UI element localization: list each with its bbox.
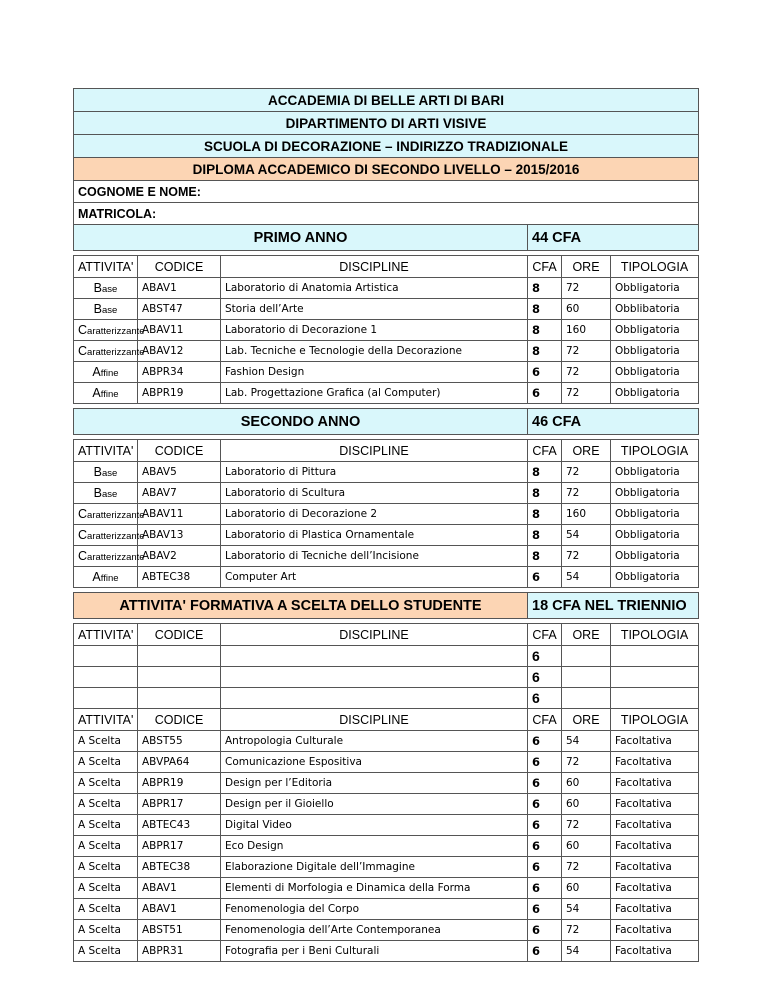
- course-hours: 72: [562, 546, 611, 567]
- department-title: DIPARTIMENTO DI ARTI VISIVE: [74, 112, 699, 135]
- elective-list-column-header: [74, 709, 699, 731]
- activity-type-rest: ffine: [100, 368, 119, 379]
- course-cfa: 6: [528, 878, 562, 899]
- activity-type-rest: aratterizzante: [87, 510, 145, 521]
- course-type: Obbligatoria: [611, 567, 699, 588]
- course-type: Facoltativa: [611, 941, 699, 962]
- table-row: [74, 320, 699, 341]
- course-type: Facoltativa: [611, 920, 699, 941]
- activity-type-rest: aratterizzante: [87, 326, 145, 337]
- course-name: Antropologia Culturale: [221, 731, 528, 752]
- col-tipologia: TIPOLOGIA: [611, 709, 699, 731]
- course-type: Obbligatoria: [611, 504, 699, 525]
- course-type: Obbligatoria: [611, 483, 699, 504]
- table-row: [74, 341, 699, 362]
- course-type: Facoltativa: [611, 794, 699, 815]
- table-row: [74, 567, 699, 588]
- slot-attivita[interactable]: [74, 667, 138, 688]
- course-hours: 72: [562, 920, 611, 941]
- col-codice: CODICE: [138, 624, 221, 646]
- course-type: Obbligatoria: [611, 546, 699, 567]
- activity-type: [74, 362, 138, 383]
- course-type: Obbligatoria: [611, 525, 699, 546]
- course-code: ABAV5: [138, 462, 221, 483]
- course-code: ABPR17: [138, 794, 221, 815]
- activity-type-initial: B: [93, 465, 102, 479]
- elective-slot-row: [74, 646, 699, 667]
- activity-type-initial: A: [92, 386, 101, 400]
- table-row: [74, 504, 699, 525]
- course-hours: 72: [562, 815, 611, 836]
- course-type: Facoltativa: [611, 773, 699, 794]
- activity-type: A Scelta: [74, 731, 138, 752]
- course-code: ABAV1: [138, 278, 221, 299]
- course-type: Obbligatoria: [611, 341, 699, 362]
- slot-cfa: 6: [528, 688, 562, 709]
- course-hours: 72: [562, 362, 611, 383]
- year1-rows: [74, 278, 699, 404]
- activity-type-initial: A: [92, 365, 101, 379]
- course-cfa: 6: [528, 383, 562, 404]
- slot-cfa: 6: [528, 667, 562, 688]
- course-cfa: 6: [528, 731, 562, 752]
- elective-rows: [74, 731, 699, 962]
- table-row: [74, 878, 699, 899]
- activity-type-rest: ase: [102, 489, 118, 500]
- activity-type: A Scelta: [74, 941, 138, 962]
- col-ore: ORE: [562, 440, 611, 462]
- course-cfa: 6: [528, 752, 562, 773]
- course-hours: 72: [562, 278, 611, 299]
- slot-ore[interactable]: [562, 667, 611, 688]
- course-cfa: 8: [528, 278, 562, 299]
- course-hours: 160: [562, 504, 611, 525]
- table-row: [74, 857, 699, 878]
- course-name: Elaborazione Digitale dell’Immagine: [221, 857, 528, 878]
- table-row: [74, 836, 699, 857]
- course-type: Facoltativa: [611, 815, 699, 836]
- course-name: Fotografia per i Beni Culturali: [221, 941, 528, 962]
- course-name: Laboratorio di Pittura: [221, 462, 528, 483]
- course-hours: 72: [562, 462, 611, 483]
- activity-type: [74, 483, 138, 504]
- course-hours: 54: [562, 941, 611, 962]
- study-plan-table: [73, 88, 699, 962]
- course-cfa: 8: [528, 299, 562, 320]
- table-row: [74, 794, 699, 815]
- academy-title: ACCADEMIA DI BELLE ARTI DI BARI: [74, 89, 699, 112]
- course-name: Fenomenologia dell’Arte Contemporanea: [221, 920, 528, 941]
- year1-cfa: 44 CFA: [528, 225, 699, 251]
- course-code: ABAV7: [138, 483, 221, 504]
- elective-slot-row: [74, 688, 699, 709]
- course-name: Laboratorio di Anatomia Artistica: [221, 278, 528, 299]
- course-name: Laboratorio di Decorazione 2: [221, 504, 528, 525]
- activity-type: [74, 278, 138, 299]
- activity-type-initial: C: [78, 507, 88, 521]
- activity-type: [74, 341, 145, 362]
- course-hours: 60: [562, 299, 611, 320]
- course-code: ABAV12: [138, 341, 221, 362]
- col-attivita: ATTIVITA': [74, 440, 138, 462]
- course-name: Lab. Tecniche e Tecnologie della Decorazione: [221, 341, 528, 362]
- col-codice: CODICE: [138, 440, 221, 462]
- elective-cfa: 18 CFA NEL TRIENNIO: [528, 593, 699, 619]
- activity-type: [74, 299, 138, 320]
- slot-ore[interactable]: [562, 688, 611, 709]
- elective-title: ATTIVITA' FORMATIVA A SCELTA DELLO STUDENTE: [74, 593, 528, 619]
- course-type: Facoltativa: [611, 899, 699, 920]
- course-name: Elementi di Morfologia e Dinamica della Forma: [221, 878, 528, 899]
- course-hours: 54: [562, 899, 611, 920]
- col-tipologia: TIPOLOGIA: [611, 256, 699, 278]
- table-row: [74, 383, 699, 404]
- table-row: [74, 752, 699, 773]
- course-type: Obbligatoria: [611, 320, 699, 341]
- slot-attivita[interactable]: [74, 646, 138, 667]
- course-hours: 60: [562, 878, 611, 899]
- table-row: [74, 483, 699, 504]
- course-hours: 72: [562, 341, 611, 362]
- course-code: ABPR19: [138, 773, 221, 794]
- course-hours: 72: [562, 857, 611, 878]
- course-name: Lab. Progettazione Grafica (al Computer): [221, 383, 528, 404]
- slot-disciplina[interactable]: [221, 667, 528, 688]
- table-row: [74, 525, 699, 546]
- course-name: Fenomenologia del Corpo: [221, 899, 528, 920]
- col-attivita: ATTIVITA': [74, 256, 138, 278]
- col-tipologia: TIPOLOGIA: [611, 440, 699, 462]
- slot-codice[interactable]: [138, 646, 221, 667]
- course-type: Obbligatoria: [611, 462, 699, 483]
- col-attivita: ATTIVITA': [74, 709, 138, 731]
- course-type: Obbligatoria: [611, 383, 699, 404]
- activity-type-initial: B: [93, 486, 102, 500]
- table-row: [74, 299, 699, 320]
- course-type: Facoltativa: [611, 752, 699, 773]
- col-codice: CODICE: [138, 256, 221, 278]
- slot-disciplina[interactable]: [221, 688, 528, 709]
- activity-type-initial: C: [78, 549, 88, 563]
- course-type: Obbligatoria: [611, 362, 699, 383]
- slot-tipologia[interactable]: [611, 646, 699, 667]
- course-code: ABST55: [138, 731, 221, 752]
- study-plan-sheet: [73, 88, 698, 962]
- course-code: ABPR34: [138, 362, 221, 383]
- course-cfa: 6: [528, 815, 562, 836]
- activity-type-rest: aratterizzante: [87, 552, 145, 563]
- activity-type-rest: ase: [102, 284, 118, 295]
- table-row: [74, 941, 699, 962]
- col-discipline: DISCIPLINE: [221, 440, 528, 462]
- course-cfa: 8: [528, 546, 562, 567]
- activity-type-rest: aratterizzante: [87, 531, 145, 542]
- course-hours: 60: [562, 794, 611, 815]
- activity-type: [74, 546, 145, 567]
- table-row: [74, 899, 699, 920]
- course-name: Laboratorio di Plastica Ornamentale: [221, 525, 528, 546]
- slot-codice[interactable]: [138, 688, 221, 709]
- course-cfa: 8: [528, 525, 562, 546]
- activity-type: [74, 567, 138, 588]
- slot-ore[interactable]: [562, 646, 611, 667]
- activity-type: [74, 383, 138, 404]
- course-code: ABST51: [138, 920, 221, 941]
- course-type: Facoltativa: [611, 878, 699, 899]
- course-cfa: 8: [528, 341, 562, 362]
- col-ore: ORE: [562, 709, 611, 731]
- course-cfa: 8: [528, 483, 562, 504]
- course-cfa: 6: [528, 857, 562, 878]
- course-cfa: 8: [528, 462, 562, 483]
- year1-column-header: [74, 256, 699, 278]
- activity-type: A Scelta: [74, 752, 138, 773]
- year1-title: PRIMO ANNO: [74, 225, 528, 251]
- col-cfa: CFA: [528, 440, 562, 462]
- col-codice: CODICE: [138, 709, 221, 731]
- name-field-label: COGNOME E NOME:: [74, 181, 699, 203]
- table-row: [74, 278, 699, 299]
- activity-type: [74, 462, 138, 483]
- activity-type: [74, 320, 145, 341]
- course-code: ABAV11: [138, 504, 221, 525]
- course-type: Obblibatoria: [611, 299, 699, 320]
- year2-rows: [74, 462, 699, 588]
- course-code: ABVPA64: [138, 752, 221, 773]
- course-name: Comunicazione Espositiva: [221, 752, 528, 773]
- course-name: Design per l’Editoria: [221, 773, 528, 794]
- year2-title: SECONDO ANNO: [74, 409, 528, 435]
- course-code: ABTEC38: [138, 857, 221, 878]
- table-row: [74, 815, 699, 836]
- course-hours: 54: [562, 567, 611, 588]
- course-code: ABAV1: [138, 878, 221, 899]
- activity-type: A Scelta: [74, 857, 138, 878]
- slot-codice[interactable]: [138, 667, 221, 688]
- course-hours: 60: [562, 773, 611, 794]
- course-cfa: 6: [528, 773, 562, 794]
- school-title: SCUOLA DI DECORAZIONE – INDIRIZZO TRADIZIONALE: [74, 135, 699, 158]
- slot-tipologia[interactable]: [611, 688, 699, 709]
- course-code: ABPR31: [138, 941, 221, 962]
- course-hours: 54: [562, 525, 611, 546]
- slot-attivita[interactable]: [74, 688, 138, 709]
- course-code: ABAV2: [138, 546, 221, 567]
- course-name: Design per il Gioiello: [221, 794, 528, 815]
- table-row: [74, 731, 699, 752]
- course-name: Laboratorio di Scultura: [221, 483, 528, 504]
- diploma-title: DIPLOMA ACCADEMICO DI SECONDO LIVELLO – 2015/2016: [74, 158, 699, 181]
- col-cfa: CFA: [528, 624, 562, 646]
- course-name: Laboratorio di Decorazione 1: [221, 320, 528, 341]
- activity-type-rest: ase: [102, 468, 118, 479]
- course-name: Fashion Design: [221, 362, 528, 383]
- course-hours: 72: [562, 383, 611, 404]
- course-cfa: 6: [528, 567, 562, 588]
- col-discipline: DISCIPLINE: [221, 256, 528, 278]
- course-cfa: 6: [528, 941, 562, 962]
- activity-type-initial: C: [78, 528, 88, 542]
- course-code: ABPR17: [138, 836, 221, 857]
- activity-type: A Scelta: [74, 836, 138, 857]
- course-hours: 72: [562, 483, 611, 504]
- elective-column-header: [74, 624, 699, 646]
- activity-type-rest: ase: [102, 305, 118, 316]
- col-cfa: CFA: [528, 709, 562, 731]
- activity-type: A Scelta: [74, 815, 138, 836]
- slot-disciplina[interactable]: [221, 646, 528, 667]
- year2-cfa: 46 CFA: [528, 409, 699, 435]
- elective-slot-row: [74, 667, 699, 688]
- table-row: [74, 546, 699, 567]
- course-code: ABST47: [138, 299, 221, 320]
- course-code: ABPR19: [138, 383, 221, 404]
- col-ore: ORE: [562, 624, 611, 646]
- course-type: Facoltativa: [611, 857, 699, 878]
- col-cfa: CFA: [528, 256, 562, 278]
- activity-type: A Scelta: [74, 773, 138, 794]
- course-code: ABAV13: [138, 525, 221, 546]
- course-type: Obbligatoria: [611, 278, 699, 299]
- course-code: ABTEC38: [138, 567, 221, 588]
- year2-column-header: [74, 440, 699, 462]
- course-cfa: 6: [528, 920, 562, 941]
- activity-type: A Scelta: [74, 794, 138, 815]
- table-row: [74, 462, 699, 483]
- matricola-field-label: MATRICOLA:: [74, 203, 699, 225]
- course-hours: 160: [562, 320, 611, 341]
- col-tipologia: TIPOLOGIA: [611, 624, 699, 646]
- activity-type: A Scelta: [74, 878, 138, 899]
- activity-type-initial: C: [78, 323, 88, 337]
- table-row: [74, 362, 699, 383]
- col-attivita: ATTIVITA': [74, 624, 138, 646]
- course-code: ABTEC43: [138, 815, 221, 836]
- course-cfa: 6: [528, 794, 562, 815]
- course-hours: 54: [562, 731, 611, 752]
- activity-type-initial: B: [93, 302, 102, 316]
- course-cfa: 8: [528, 320, 562, 341]
- slot-tipologia[interactable]: [611, 667, 699, 688]
- activity-type-rest: aratterizzante: [87, 347, 145, 358]
- activity-type-initial: C: [78, 344, 88, 358]
- table-row: [74, 920, 699, 941]
- activity-type: A Scelta: [74, 899, 138, 920]
- course-code: ABAV11: [138, 320, 221, 341]
- activity-type: [74, 525, 145, 546]
- activity-type-initial: A: [92, 570, 101, 584]
- slot-cfa: 6: [528, 646, 562, 667]
- course-type: Facoltativa: [611, 836, 699, 857]
- col-discipline: DISCIPLINE: [221, 709, 528, 731]
- course-name: Digital Video: [221, 815, 528, 836]
- activity-type: A Scelta: [74, 920, 138, 941]
- course-cfa: 6: [528, 899, 562, 920]
- activity-type-rest: ffine: [100, 389, 119, 400]
- activity-type-initial: B: [93, 281, 102, 295]
- course-type: Facoltativa: [611, 731, 699, 752]
- col-discipline: DISCIPLINE: [221, 624, 528, 646]
- course-name: Storia dell’Arte: [221, 299, 528, 320]
- activity-type-rest: ffine: [100, 573, 119, 584]
- course-cfa: 8: [528, 504, 562, 525]
- course-cfa: 6: [528, 836, 562, 857]
- table-row: [74, 773, 699, 794]
- activity-type: [74, 504, 145, 525]
- course-cfa: 6: [528, 362, 562, 383]
- course-code: ABAV1: [138, 899, 221, 920]
- course-name: Computer Art: [221, 567, 528, 588]
- course-hours: 60: [562, 836, 611, 857]
- course-hours: 72: [562, 752, 611, 773]
- course-name: Laboratorio di Tecniche dell’Incisione: [221, 546, 528, 567]
- col-ore: ORE: [562, 256, 611, 278]
- course-name: Eco Design: [221, 836, 528, 857]
